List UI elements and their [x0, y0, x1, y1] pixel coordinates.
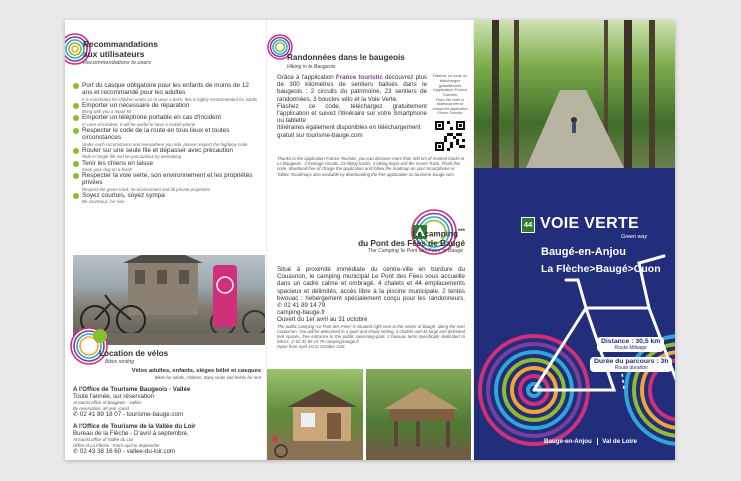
bullet-icon: [73, 161, 79, 167]
duration-text: Durée du parcours : 3h: [594, 358, 669, 365]
camping-open: Ouvert du 1er avril au 31 octobre: [277, 316, 368, 324]
randonnees-body: [277, 74, 427, 139]
camping-site[interactable]: camping-bauge.fr: [277, 309, 326, 317]
office-2-phone: [73, 448, 263, 455]
qr-code-icon[interactable]: [435, 121, 465, 151]
bullet-icon: [73, 103, 79, 109]
office-1-phone: [73, 411, 263, 418]
bullet-icon: [73, 148, 79, 154]
reco-en: It is mandatory for children under 12 to wear a helm, this is highly recommended for adults: [82, 96, 258, 102]
logo-separator: [597, 438, 598, 445]
qr-caption-fr: Flashez ce code ou téléchargez gratuitement l'application France Touristic: [432, 73, 468, 98]
recos-list: [73, 82, 261, 205]
reco-en: Ride in single file and be precautious by overtaking: [82, 154, 182, 160]
randonnees-subtitle: Hiking in le Baugeois: [287, 64, 336, 70]
reco-en: Keep your dog on a leash: [82, 166, 133, 172]
recos-subtitle: Recommendations to users: [83, 60, 152, 66]
bauge-logo-text: Baugé-en-Anjou: [544, 438, 592, 446]
bullet-icon: [73, 193, 79, 199]
distance-label: [597, 337, 664, 352]
list-item: [73, 160, 261, 173]
duration-label: [590, 357, 672, 372]
camping-en: The public camping 'Le Pont des Fées' is situated right next to the centre of Baugé, along the river Couasnon. You will be welcomed in a quiet and shady setting. 4 chalets and 44 large and delimited tent spaces, free entrance to the public swimming-pool. 2 bivouac tents specifically dedicated to hikers. ✆ 02 41 89 14 79 camping-bauge.fr: [277, 323, 465, 345]
phone-icon: ✆: [73, 410, 80, 418]
footer-logos: [544, 438, 637, 445]
office-2: [73, 423, 263, 455]
camping-stars: ***: [457, 229, 465, 235]
office-2-phone-text: 02 43 38 16 60 - vallee-du-loir.com: [79, 447, 176, 455]
randonnees-p2: Flashez ce code, téléchargez gratuitement l'application et suivez l'itinéraire sur votre Smartphone ou tablette: [277, 102, 427, 125]
office-2-en1: At tourist office of Vallée du Loir: [73, 437, 134, 443]
reco-fr: Soyez courtois, soyez sympa: [82, 192, 165, 200]
bullet-icon: [73, 128, 79, 134]
reco-fr: Emporter un téléphone portable en cas d'incident: [82, 114, 222, 122]
camping-p1: Situé à proximité immédiate du centre-ville en bordure du Couasnon, le camping municipal Le Pont des Fées vous accueille dans un cadre calme et ombragé. 4 chalets et 44 emplacements spacieux et délimités, accès libre à la piscine municipale, 2 tentes bivouac : hébergement spécialement conçu pour les randonneurs. ✆ 02 41 89 14 79: [277, 266, 465, 310]
location-desc: Vélos adultes, enfants, sièges bébé et casques: [131, 368, 261, 374]
bivouac-tent-photo: [366, 369, 471, 460]
list-item: [73, 127, 261, 147]
reco-en: Under each circumstance and everywhere you ride, please respect the highway code: [82, 141, 248, 147]
randonnees-title: Randonnées dans le baugeois: [287, 53, 405, 62]
reco-fr: Respecter le code de la route en tous lieux et toutes circonstances: [82, 127, 230, 142]
distance-text: Distance : 30,5 km: [601, 338, 661, 345]
reco-fr: Rouler sur une seule file et dépasser avec précaution: [82, 146, 233, 154]
reco-en: Be courteous, be nice: [82, 199, 125, 205]
randonnees-p1: [277, 74, 427, 103]
chalet-photo: [267, 369, 363, 460]
val-de-loire-logo-text: Val de Loire: [602, 438, 637, 446]
panel-cover: [474, 20, 675, 460]
list-item: [73, 172, 261, 192]
randonnees-p1-pre: Grâce à l'application: [277, 74, 336, 81]
office-1: [73, 386, 263, 418]
randonnees-p3: Itinéraires également disponibles en téléchargement gratuit sur tourisme-bauge.com: [277, 124, 421, 139]
list-item: [73, 147, 261, 160]
office-1-name: A l'Office de Tourisme Baugeois - Vallée: [73, 386, 191, 393]
reco-en: Bring with you a repair kit: [82, 109, 132, 115]
france-touristic-brand: France touristic: [335, 74, 383, 81]
phone-icon: ✆: [73, 447, 80, 455]
bicycle-rings-graphic: [474, 168, 675, 460]
duration-en: Route duration: [614, 365, 648, 371]
reco-en: In case of incident, it will be useful to have a mobile phone: [82, 121, 196, 127]
camping-open-en: Open from April 1st to October 31st.: [277, 344, 346, 350]
brochure-page: [65, 20, 675, 460]
cover-place: Baugé-en-Anjou: [541, 246, 626, 258]
cover-route: La Flèche>Baugé>Cuon: [541, 263, 661, 275]
qr-caption-en: Flash this code or download free of charge the application France Touristic: [432, 97, 468, 116]
distance-en: Route Mileage: [614, 345, 647, 351]
camping-subtitle: The Camping 'le Pont des Fées' in Baugé: [367, 248, 463, 254]
list-item: [73, 192, 261, 205]
list-item: [73, 102, 261, 115]
office-1-en1: At tourist office of Baugeois - Vallée: [73, 400, 141, 406]
route-44-badge: 44: [521, 217, 535, 233]
bullet-icon: [73, 115, 79, 121]
cover-title: VOIE VERTE: [540, 215, 640, 232]
office-1-en2: By reservation, all year round: [73, 405, 129, 411]
office-1-line: Toute l'année, sur réservation: [73, 393, 154, 401]
randonnees-p1-post: découvrez plus de 300 kilomètres de sentiers balisés dans le baugeois : 2 circuits du patrimoine, 23 sentiers de randonnées, 3 boucles vélo et la Voie Verte.: [277, 74, 427, 103]
reco-fr: Emporter un nécessaire de réparation: [82, 101, 190, 109]
camping-title-text: Le camping: [412, 229, 458, 239]
bike-rental-rings-icon: [69, 326, 109, 366]
qr-caption: [431, 74, 469, 116]
location-title: Location de vélos: [99, 349, 169, 358]
location-desc-en: Bikes for adults, children, Baby seats and helms for rent: [154, 375, 261, 380]
panel-left: [65, 20, 265, 460]
office-1-phone-text: 02 41 89 18 07 - tourisme-bauge.com: [79, 410, 184, 418]
bullet-icon: [73, 173, 79, 179]
recos-title: [83, 40, 158, 59]
camping-title-line1: [343, 228, 465, 239]
recos-title-line2: aux utilisateurs: [83, 48, 145, 59]
office-2-en2: Office of La Flèche - From April to September: [73, 442, 160, 448]
bullet-icon: [73, 83, 79, 89]
reco-fr: Tenir les chiens en laisse: [82, 159, 154, 167]
cover-subtitle: Green way: [621, 234, 648, 240]
reco-fr: Respecter la voie verte, son environnement et les propriétés privées: [82, 172, 253, 187]
camping-body: [277, 266, 465, 350]
randonnees-en: Thanks to the application France Touristic, you can discover more than 300 km of marked tracks in Le Baugeois : 2 heritage circuits, 23 hiking tracks, 3 biking loops and the Green Track. Flash this code, download free of charge the application and follow the roadmap on your Smartphone or Tablet. Roadmaps also available by downloading the free application on tourisme-bauge.com: [277, 156, 465, 177]
forest-path-photo: [474, 20, 675, 168]
office-2-line: Bureau de la Flèche - D'avril à septembre,: [73, 430, 189, 438]
list-item: [73, 82, 261, 102]
office-2-name: A l'Office de Tourisme de la Vallée du Loir: [73, 423, 196, 430]
location-subtitle: Bikes renting: [105, 359, 134, 365]
list-item: [73, 114, 261, 127]
reco-fr: Port du casque obligatoire pour les enfants de moins de 12 ans et recommandé pour les adultes: [82, 82, 249, 97]
camping-title-line2: du Pont des Fées de Baugé: [358, 239, 465, 249]
recos-title-line1: Recommandations: [83, 39, 158, 49]
panel-middle: [267, 20, 471, 460]
camping-title: [343, 228, 465, 249]
reco-en: Respect the green track, its environment and all private properties: [82, 186, 211, 192]
